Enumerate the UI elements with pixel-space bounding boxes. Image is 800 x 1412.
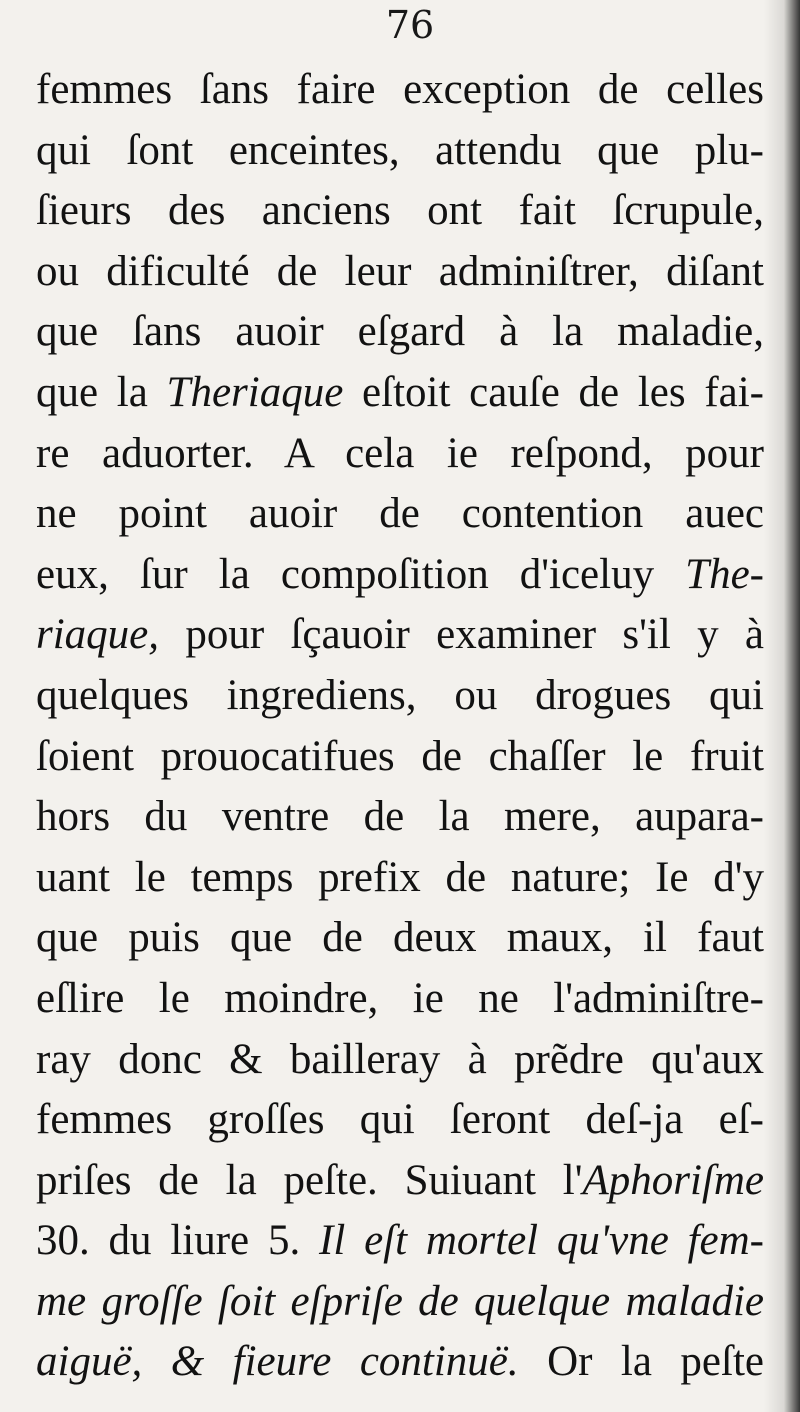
text-line — [36, 666, 764, 727]
text-segment: femmes ſans faire exception de celles — [36, 66, 764, 113]
text-line — [36, 302, 764, 363]
text-segment: re aduorter. A cela ie reſpond, pour — [36, 429, 764, 477]
text-line — [36, 545, 764, 606]
text-segment: priſes de la peſte. Suiuant l' — [36, 1156, 583, 1204]
text-segment: eſlire le moindre, ie ne l'adminiſtre- — [36, 974, 764, 1022]
text-line — [36, 60, 764, 121]
text-line — [36, 181, 764, 242]
text-line — [36, 1211, 764, 1272]
italic-text-segment: Aphoriſme — [582, 1156, 764, 1204]
italic-text-segment: Theriaque — [166, 368, 344, 416]
text-segment: ne point auoir de contention auec — [36, 490, 764, 538]
text-segment: eſtoit cauſe de les fai- — [343, 368, 764, 416]
text-line — [36, 121, 764, 182]
text-line — [36, 1151, 764, 1212]
text-segment: que la — [36, 368, 167, 416]
text-segment: que puis que de deux maux, il faut — [36, 914, 764, 962]
text-segment: ou dificulté de leur adminiſtrer, diſant — [36, 247, 764, 295]
text-segment: 30. du liure 5. — [36, 1217, 319, 1265]
text-segment: quelques ingrediens, ou drogues qui — [36, 671, 764, 719]
italic-text-segment: aiguë, & fieure continuë. — [36, 1338, 519, 1386]
text-line — [36, 1332, 764, 1393]
italic-text-segment: The- — [685, 550, 764, 598]
text-line — [36, 727, 764, 788]
text-segment: Or la peſte — [518, 1338, 764, 1386]
text-line — [36, 484, 764, 545]
text-line — [36, 424, 764, 485]
italic-text-segment: Il eſt mortel qu'vne fem- — [319, 1217, 764, 1265]
text-line — [36, 242, 764, 303]
text-line — [36, 848, 764, 909]
text-line — [36, 787, 764, 848]
text-line — [36, 1272, 764, 1333]
italic-text-segment: me groſſe ſoit eſpriſe de quelque maladie — [36, 1277, 764, 1325]
text-line — [36, 1090, 764, 1151]
page-number: 76 — [385, 3, 435, 47]
text-segment: ray donc & bailleray à prẽdre qu'aux — [36, 1035, 764, 1083]
text-segment: femmes groſſes qui ſeront deſ-ja eſ- — [36, 1096, 764, 1144]
text-segment: uant le temps prefix de nature; Ie d'y — [36, 853, 764, 901]
text-segment: que ſans auoir eſgard à la maladie, — [36, 308, 764, 356]
text-segment: hors du ventre de la mere, aupara- — [36, 793, 764, 841]
page-edge-shadow — [764, 0, 800, 1412]
text-line — [36, 605, 764, 666]
text-segment: ſieurs des anciens ont fait ſcrupule, — [36, 187, 764, 235]
body-text — [36, 60, 764, 1393]
italic-text-segment: riaque, — [36, 611, 160, 659]
text-segment: ſoient prouocatifues de chaſſer le fruit — [36, 732, 764, 780]
text-line — [36, 1030, 764, 1091]
text-line — [36, 969, 764, 1030]
text-line — [36, 908, 764, 969]
text-segment: qui ſont enceintes, attendu que plu- — [36, 126, 764, 174]
text-line — [36, 363, 764, 424]
text-segment: eux, ſur la compoſition d'iceluy — [36, 550, 686, 598]
text-segment: pour ſçauoir examiner s'il y à — [159, 611, 764, 659]
